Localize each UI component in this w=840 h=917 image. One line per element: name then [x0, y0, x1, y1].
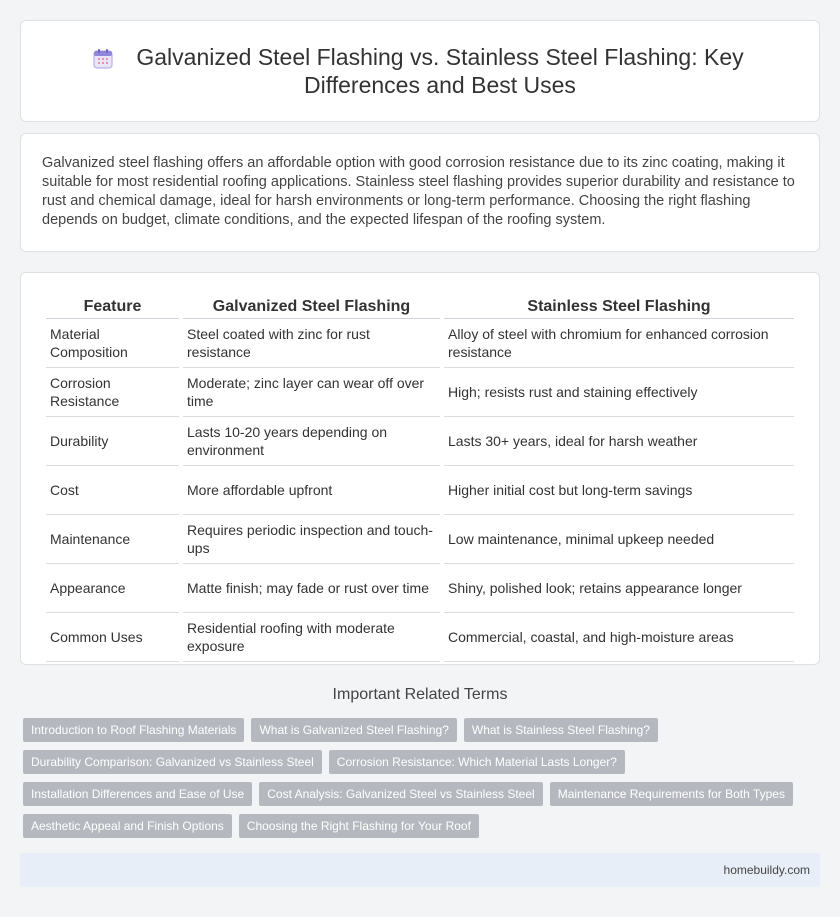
related-terms-heading: Important Related Terms — [332, 686, 508, 703]
related-term-tag[interactable]: Introduction to Roof Flashing Materials — [23, 718, 244, 742]
feature-cell: Maintenance — [46, 515, 179, 564]
galvanized-cell: Lasts 10-20 years depending on environment — [183, 417, 440, 466]
table-row — [46, 515, 794, 564]
related-term-tag[interactable]: Corrosion Resistance: Which Material Lasts Longer? — [329, 750, 625, 774]
footer-site-link[interactable]: homebuildy.com — [723, 863, 810, 877]
related-term-tag[interactable]: Aesthetic Appeal and Finish Options — [23, 814, 232, 838]
table-row — [46, 466, 794, 515]
stainless-cell: Low maintenance, minimal upkeep needed — [444, 515, 794, 564]
stainless-cell: Higher initial cost but long-term savings — [444, 466, 794, 515]
galvanized-cell: Moderate; zinc layer can wear off over time — [183, 368, 440, 417]
comparison-table — [42, 295, 798, 662]
stainless-cell: Lasts 30+ years, ideal for harsh weather — [444, 417, 794, 466]
table-row — [46, 564, 794, 613]
related-term-tag[interactable]: Maintenance Requirements for Both Types — [550, 782, 793, 806]
page-title: Galvanized Steel Flashing vs. Stainless Steel Flashing: Key Differences and Best Uses — [136, 44, 744, 98]
stainless-cell: Shiny, polished look; retains appearance longer — [444, 564, 794, 613]
table-row — [46, 368, 794, 417]
galvanized-cell: Residential roofing with moderate exposure — [183, 613, 440, 662]
column-header-feature: Feature — [46, 295, 179, 319]
related-terms-list — [23, 718, 813, 846]
feature-cell: Material Composition — [46, 319, 179, 368]
stainless-cell: High; resists rust and staining effectively — [444, 368, 794, 417]
intro-paragraph: Galvanized steel flashing offers an affordable option with good corrosion resistance due to its zinc coating, making it suitable for most residential roofing applications. Stainless steel flashing provides superior durability and resistance to rust and chemical damage, ideal for harsh environments or long-term performance. Choosing the right flashing depends on budget, climate conditions, and the expected lifespan of the roofing system. — [42, 155, 795, 228]
related-term-tag[interactable]: Installation Differences and Ease of Use — [23, 782, 252, 806]
stainless-cell: Alloy of steel with chromium for enhanced corrosion resistance — [444, 319, 794, 368]
related-term-tag[interactable]: Cost Analysis: Galvanized Steel vs Stainless Steel — [259, 782, 542, 806]
stainless-cell: Commercial, coastal, and high-moisture areas — [444, 613, 794, 662]
galvanized-cell: Steel coated with zinc for rust resistance — [183, 319, 440, 368]
galvanized-cell: Requires periodic inspection and touch-ups — [183, 515, 440, 564]
comparison-card — [20, 272, 820, 665]
galvanized-cell: Matte finish; may fade or rust over time — [183, 564, 440, 613]
header-card — [20, 20, 820, 122]
column-header-galvanized: Galvanized Steel Flashing — [183, 295, 440, 319]
galvanized-cell: More affordable upfront — [183, 466, 440, 515]
table-row — [46, 319, 794, 368]
related-term-tag[interactable]: What is Galvanized Steel Flashing? — [251, 718, 456, 742]
table-header-row — [46, 295, 794, 319]
feature-cell: Cost — [46, 466, 179, 515]
intro-card — [20, 133, 820, 252]
related-term-tag[interactable]: Choosing the Right Flashing for Your Roof — [239, 814, 479, 838]
table-row — [46, 417, 794, 466]
column-header-stainless: Stainless Steel Flashing — [444, 295, 794, 319]
feature-cell: Corrosion Resistance — [46, 368, 179, 417]
feature-cell: Common Uses — [46, 613, 179, 662]
feature-cell: Appearance — [46, 564, 179, 613]
feature-cell: Durability — [46, 417, 179, 466]
tag-row — [23, 718, 813, 742]
related-term-tag[interactable]: What is Stainless Steel Flashing? — [464, 718, 658, 742]
footer — [20, 853, 820, 887]
related-term-tag[interactable]: Durability Comparison: Galvanized vs Stainless Steel — [23, 750, 322, 774]
table-row — [46, 613, 794, 662]
tag-row — [23, 750, 813, 774]
tag-row — [23, 782, 813, 806]
tag-row — [23, 814, 813, 838]
